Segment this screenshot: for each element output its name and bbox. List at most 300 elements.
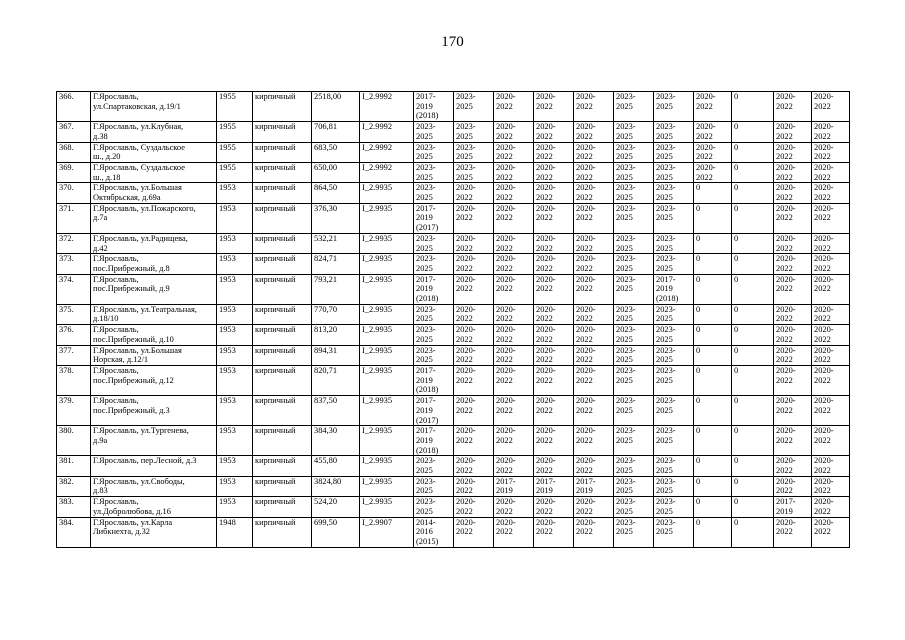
cell-series: I_2.9935	[360, 476, 414, 496]
cell-period-7: 2023- 2025	[654, 142, 694, 162]
table-row	[57, 142, 850, 162]
cell-period-11: 2020- 2022	[812, 162, 850, 182]
cell-address: Г.Ярославль, пос.Прибрежный, д.3	[91, 396, 217, 426]
page-number: 170	[441, 34, 464, 50]
cell-wall-material: кирпичный	[253, 517, 312, 547]
cell-period-10: 2020- 2022	[774, 254, 812, 274]
cell-area: 683,50	[312, 142, 360, 162]
cell-period-1: 2017- 2019 (2017)	[414, 396, 454, 426]
cell-period-8: 0	[694, 396, 732, 426]
cell-period-11: 2020- 2022	[812, 497, 850, 517]
cell-row-number: 366.	[57, 92, 91, 122]
cell-period-10: 2020- 2022	[774, 274, 812, 304]
cell-period-9: 0	[732, 203, 774, 233]
housing-register-table	[56, 91, 850, 548]
cell-period-2: 2020- 2022	[454, 325, 494, 345]
cell-period-8: 0	[694, 325, 732, 345]
cell-period-6: 2023- 2025	[614, 304, 654, 324]
cell-wall-material: кирпичный	[253, 274, 312, 304]
cell-area: 793,21	[312, 274, 360, 304]
cell-period-2: 2023- 2025	[454, 142, 494, 162]
cell-period-1: 2023- 2025	[414, 122, 454, 142]
cell-period-4: 2020- 2022	[534, 122, 574, 142]
cell-area: 384,30	[312, 426, 360, 456]
cell-period-10: 2020- 2022	[774, 426, 812, 456]
cell-area: 376,30	[312, 203, 360, 233]
cell-period-2: 2020- 2022	[454, 365, 494, 395]
cell-row-number: 381.	[57, 456, 91, 476]
table-row	[57, 92, 850, 122]
cell-build-year: 1955	[217, 122, 253, 142]
cell-wall-material: кирпичный	[253, 203, 312, 233]
cell-period-5: 2020- 2022	[574, 233, 614, 253]
cell-address: Г.Ярославль, пос.Прибрежный, д.8	[91, 254, 217, 274]
table-row	[57, 426, 850, 456]
cell-build-year: 1953	[217, 203, 253, 233]
cell-period-10: 2020- 2022	[774, 345, 812, 365]
cell-period-4: 2017- 2019	[534, 476, 574, 496]
cell-period-6: 2023- 2025	[614, 233, 654, 253]
cell-period-8: 0	[694, 274, 732, 304]
cell-period-3: 2020- 2022	[494, 92, 534, 122]
cell-period-5: 2020- 2022	[574, 254, 614, 274]
cell-area: 699,50	[312, 517, 360, 547]
cell-period-9: 0	[732, 142, 774, 162]
cell-period-1: 2017- 2019 (2017)	[414, 203, 454, 233]
cell-period-11: 2020- 2022	[812, 92, 850, 122]
cell-period-2: 2020- 2022	[454, 254, 494, 274]
cell-period-7: 2023- 2025	[654, 345, 694, 365]
table-row	[57, 325, 850, 345]
cell-period-7: 2023- 2025	[654, 233, 694, 253]
cell-period-9: 0	[732, 517, 774, 547]
cell-build-year: 1953	[217, 345, 253, 365]
cell-period-11: 2020- 2022	[812, 345, 850, 365]
cell-period-7: 2023- 2025	[654, 304, 694, 324]
cell-period-11: 2020- 2022	[812, 476, 850, 496]
cell-area: 824,71	[312, 254, 360, 274]
cell-period-11: 2020- 2022	[812, 426, 850, 456]
cell-period-2: 2020- 2022	[454, 274, 494, 304]
cell-period-10: 2017- 2019	[774, 497, 812, 517]
cell-period-6: 2023- 2025	[614, 365, 654, 395]
cell-period-6: 2023- 2025	[614, 183, 654, 203]
cell-area: 3824,80	[312, 476, 360, 496]
cell-period-4: 2020- 2022	[534, 92, 574, 122]
cell-period-11: 2020- 2022	[812, 517, 850, 547]
cell-period-10: 2020- 2022	[774, 325, 812, 345]
cell-address: Г.Ярославль, ул.Тургенева, д.9а	[91, 426, 217, 456]
cell-area: 770,70	[312, 304, 360, 324]
cell-row-number: 367.	[57, 122, 91, 142]
cell-build-year: 1953	[217, 456, 253, 476]
cell-period-5: 2020- 2022	[574, 162, 614, 182]
table-row	[57, 517, 850, 547]
cell-period-8: 2020- 2022	[694, 122, 732, 142]
cell-period-8: 0	[694, 365, 732, 395]
cell-period-9: 0	[732, 92, 774, 122]
cell-period-8: 0	[694, 183, 732, 203]
cell-period-10: 2020- 2022	[774, 92, 812, 122]
cell-period-1: 2017- 2019 (2018)	[414, 426, 454, 456]
cell-period-11: 2020- 2022	[812, 456, 850, 476]
cell-build-year: 1953	[217, 183, 253, 203]
cell-period-4: 2020- 2022	[534, 396, 574, 426]
cell-period-1: 2017- 2019 (2018)	[414, 365, 454, 395]
cell-wall-material: кирпичный	[253, 304, 312, 324]
cell-address: Г.Ярославль, ул.Добролюбова, д.16	[91, 497, 217, 517]
cell-area: 837,50	[312, 396, 360, 426]
cell-wall-material: кирпичный	[253, 497, 312, 517]
cell-period-9: 0	[732, 345, 774, 365]
cell-period-9: 0	[732, 456, 774, 476]
cell-series: I_2.9935	[360, 456, 414, 476]
cell-period-1: 2023- 2025	[414, 456, 454, 476]
cell-period-5: 2020- 2022	[574, 304, 614, 324]
table-row	[57, 345, 850, 365]
cell-period-7: 2023- 2025	[654, 325, 694, 345]
cell-address: Г.Ярославль, пос.Прибрежный, д.9	[91, 274, 217, 304]
cell-period-3: 2020- 2022	[494, 456, 534, 476]
table-row	[57, 274, 850, 304]
table-row	[57, 497, 850, 517]
cell-period-5: 2020- 2022	[574, 92, 614, 122]
cell-period-9: 0	[732, 304, 774, 324]
cell-row-number: 374.	[57, 274, 91, 304]
cell-period-2: 2020- 2022	[454, 396, 494, 426]
cell-period-9: 0	[732, 233, 774, 253]
cell-address: Г.Ярославль, ул.Театральная, д.18/10	[91, 304, 217, 324]
cell-period-1: 2023- 2025	[414, 233, 454, 253]
cell-period-4: 2020- 2022	[534, 365, 574, 395]
cell-series: I_2.9935	[360, 233, 414, 253]
cell-period-8: 0	[694, 233, 732, 253]
cell-series: I_2.9992	[360, 122, 414, 142]
cell-period-2: 2020- 2022	[454, 345, 494, 365]
cell-address: Г.Ярославль, пер.Лесной, д.3	[91, 456, 217, 476]
cell-period-7: 2023- 2025	[654, 456, 694, 476]
cell-area: 524,20	[312, 497, 360, 517]
cell-period-9: 0	[732, 497, 774, 517]
cell-series: I_2.9935	[360, 325, 414, 345]
table-row	[57, 203, 850, 233]
cell-period-6: 2023- 2025	[614, 203, 654, 233]
cell-period-5: 2020- 2022	[574, 203, 614, 233]
cell-period-4: 2020- 2022	[534, 456, 574, 476]
cell-period-5: 2020- 2022	[574, 426, 614, 456]
cell-period-3: 2020- 2022	[494, 304, 534, 324]
cell-period-4: 2020- 2022	[534, 345, 574, 365]
cell-period-1: 2017- 2019 (2018)	[414, 92, 454, 122]
cell-area: 532,21	[312, 233, 360, 253]
cell-period-11: 2020- 2022	[812, 254, 850, 274]
cell-area: 864,50	[312, 183, 360, 203]
cell-period-9: 0	[732, 254, 774, 274]
cell-period-8: 0	[694, 497, 732, 517]
cell-period-3: 2020- 2022	[494, 396, 534, 426]
cell-period-9: 0	[732, 122, 774, 142]
cell-build-year: 1953	[217, 426, 253, 456]
cell-period-4: 2020- 2022	[534, 304, 574, 324]
cell-period-2: 2020- 2022	[454, 517, 494, 547]
cell-period-1: 2023- 2025	[414, 254, 454, 274]
cell-period-3: 2020- 2022	[494, 122, 534, 142]
table-row	[57, 476, 850, 496]
cell-period-10: 2020- 2022	[774, 396, 812, 426]
cell-period-11: 2020- 2022	[812, 233, 850, 253]
cell-period-3: 2020- 2022	[494, 497, 534, 517]
cell-period-2: 2020- 2022	[454, 183, 494, 203]
cell-period-4: 2020- 2022	[534, 497, 574, 517]
cell-period-10: 2020- 2022	[774, 476, 812, 496]
cell-period-8: 0	[694, 426, 732, 456]
cell-period-4: 2020- 2022	[534, 517, 574, 547]
cell-period-5: 2020- 2022	[574, 274, 614, 304]
cell-period-1: 2023- 2025	[414, 142, 454, 162]
cell-address: Г.Ярославль, ул.Свободы, д.83	[91, 476, 217, 496]
cell-period-2: 2023- 2025	[454, 92, 494, 122]
cell-period-9: 0	[732, 183, 774, 203]
cell-period-5: 2020- 2022	[574, 345, 614, 365]
cell-address: Г.Ярославль, пос.Прибрежный, д.12	[91, 365, 217, 395]
cell-address: Г.Ярославль, ул.Спартаковская, д.19/1	[91, 92, 217, 122]
cell-period-11: 2020- 2022	[812, 274, 850, 304]
cell-period-2: 2020- 2022	[454, 203, 494, 233]
cell-period-1: 2023- 2025	[414, 183, 454, 203]
cell-address: Г.Ярославль, Суздальское ш., д.18	[91, 162, 217, 182]
cell-wall-material: кирпичный	[253, 122, 312, 142]
cell-period-10: 2020- 2022	[774, 365, 812, 395]
cell-period-11: 2020- 2022	[812, 142, 850, 162]
cell-period-6: 2023- 2025	[614, 345, 654, 365]
cell-address: Г.Ярославль, ул.Большая Норская, д.12/1	[91, 345, 217, 365]
cell-period-10: 2020- 2022	[774, 304, 812, 324]
cell-period-7: 2023- 2025	[654, 162, 694, 182]
cell-area: 650,00	[312, 162, 360, 182]
cell-period-2: 2020- 2022	[454, 304, 494, 324]
cell-period-2: 2020- 2022	[454, 497, 494, 517]
table-row	[57, 254, 850, 274]
cell-row-number: 383.	[57, 497, 91, 517]
cell-period-10: 2020- 2022	[774, 122, 812, 142]
cell-row-number: 384.	[57, 517, 91, 547]
cell-period-9: 0	[732, 162, 774, 182]
cell-period-9: 0	[732, 325, 774, 345]
cell-address: Г.Ярославль, ул.Клубная, д.38	[91, 122, 217, 142]
cell-address: Г.Ярославль, пос.Прибрежный, д.10	[91, 325, 217, 345]
cell-build-year: 1953	[217, 497, 253, 517]
cell-period-7: 2023- 2025	[654, 396, 694, 426]
cell-period-3: 2020- 2022	[494, 274, 534, 304]
cell-period-1: 2023- 2025	[414, 476, 454, 496]
cell-row-number: 378.	[57, 365, 91, 395]
cell-period-2: 2020- 2022	[454, 476, 494, 496]
cell-period-3: 2020- 2022	[494, 426, 534, 456]
cell-period-3: 2020- 2022	[494, 365, 534, 395]
cell-address: Г.Ярославль, ул.Пожарского, д.7а	[91, 203, 217, 233]
cell-period-6: 2023- 2025	[614, 254, 654, 274]
cell-period-7: 2023- 2025	[654, 497, 694, 517]
cell-build-year: 1953	[217, 325, 253, 345]
cell-period-8: 0	[694, 476, 732, 496]
cell-period-4: 2020- 2022	[534, 142, 574, 162]
cell-period-3: 2020- 2022	[494, 325, 534, 345]
cell-area: 813,20	[312, 325, 360, 345]
cell-build-year: 1953	[217, 233, 253, 253]
cell-wall-material: кирпичный	[253, 426, 312, 456]
cell-row-number: 380.	[57, 426, 91, 456]
cell-area: 2518,00	[312, 92, 360, 122]
cell-address: Г.Ярославль, ул.Карла Либкнехта, д.32	[91, 517, 217, 547]
table-row	[57, 162, 850, 182]
cell-wall-material: кирпичный	[253, 92, 312, 122]
cell-area: 894,31	[312, 345, 360, 365]
table-row	[57, 183, 850, 203]
cell-series: I_2.9935	[360, 183, 414, 203]
cell-period-8: 2020- 2022	[694, 162, 732, 182]
cell-series: I_2.9935	[360, 254, 414, 274]
cell-period-2: 2020- 2022	[454, 456, 494, 476]
cell-period-3: 2020- 2022	[494, 162, 534, 182]
cell-build-year: 1953	[217, 365, 253, 395]
cell-row-number: 373.	[57, 254, 91, 274]
cell-series: I_2.9935	[360, 345, 414, 365]
cell-period-6: 2023- 2025	[614, 476, 654, 496]
cell-period-7: 2017- 2019 (2018)	[654, 274, 694, 304]
cell-period-11: 2020- 2022	[812, 325, 850, 345]
cell-period-5: 2020- 2022	[574, 497, 614, 517]
cell-period-11: 2020- 2022	[812, 365, 850, 395]
cell-period-10: 2020- 2022	[774, 233, 812, 253]
cell-period-8: 0	[694, 345, 732, 365]
cell-wall-material: кирпичный	[253, 365, 312, 395]
cell-address: Г.Ярославль, ул.Радищева, д.42	[91, 233, 217, 253]
cell-period-4: 2020- 2022	[534, 325, 574, 345]
cell-row-number: 375.	[57, 304, 91, 324]
cell-wall-material: кирпичный	[253, 233, 312, 253]
cell-period-8: 2020- 2022	[694, 142, 732, 162]
cell-period-4: 2020- 2022	[534, 274, 574, 304]
cell-build-year: 1953	[217, 396, 253, 426]
cell-build-year: 1953	[217, 476, 253, 496]
cell-period-11: 2020- 2022	[812, 396, 850, 426]
cell-series: I_2.9935	[360, 497, 414, 517]
cell-period-1: 2023- 2025	[414, 304, 454, 324]
cell-row-number: 371.	[57, 203, 91, 233]
cell-period-4: 2020- 2022	[534, 203, 574, 233]
cell-period-5: 2020- 2022	[574, 122, 614, 142]
cell-series: I_2.9935	[360, 396, 414, 426]
cell-period-6: 2023- 2025	[614, 122, 654, 142]
table-row	[57, 396, 850, 426]
cell-series: I_2.9935	[360, 426, 414, 456]
cell-period-10: 2020- 2022	[774, 203, 812, 233]
cell-wall-material: кирпичный	[253, 162, 312, 182]
cell-series: I_2.9992	[360, 92, 414, 122]
cell-row-number: 376.	[57, 325, 91, 345]
cell-period-9: 0	[732, 396, 774, 426]
cell-series: I_2.9935	[360, 203, 414, 233]
cell-period-3: 2020- 2022	[494, 233, 534, 253]
cell-period-10: 2020- 2022	[774, 456, 812, 476]
cell-period-4: 2020- 2022	[534, 233, 574, 253]
cell-period-8: 0	[694, 517, 732, 547]
cell-build-year: 1955	[217, 162, 253, 182]
cell-period-8: 0	[694, 456, 732, 476]
table-row	[57, 233, 850, 253]
cell-period-5: 2020- 2022	[574, 456, 614, 476]
cell-row-number: 377.	[57, 345, 91, 365]
cell-period-3: 2020- 2022	[494, 203, 534, 233]
cell-period-5: 2020- 2022	[574, 183, 614, 203]
cell-period-11: 2020- 2022	[812, 304, 850, 324]
cell-period-10: 2020- 2022	[774, 162, 812, 182]
cell-period-11: 2020- 2022	[812, 122, 850, 142]
cell-period-6: 2023- 2025	[614, 456, 654, 476]
cell-series: I_2.9907	[360, 517, 414, 547]
cell-period-7: 2023- 2025	[654, 426, 694, 456]
cell-period-7: 2023- 2025	[654, 365, 694, 395]
cell-period-10: 2020- 2022	[774, 183, 812, 203]
cell-wall-material: кирпичный	[253, 476, 312, 496]
cell-period-2: 2023- 2025	[454, 162, 494, 182]
cell-area: 706,81	[312, 122, 360, 142]
cell-period-1: 2023- 2025	[414, 162, 454, 182]
cell-period-6: 2023- 2025	[614, 497, 654, 517]
cell-period-8: 2020- 2022	[694, 92, 732, 122]
cell-series: I_2.9935	[360, 274, 414, 304]
cell-wall-material: кирпичный	[253, 142, 312, 162]
cell-period-3: 2017- 2019	[494, 476, 534, 496]
cell-period-9: 0	[732, 365, 774, 395]
cell-period-1: 2023- 2025	[414, 325, 454, 345]
cell-period-11: 2020- 2022	[812, 183, 850, 203]
cell-period-6: 2023- 2025	[614, 325, 654, 345]
cell-row-number: 379.	[57, 396, 91, 426]
cell-period-8: 0	[694, 254, 732, 274]
table-row	[57, 304, 850, 324]
cell-period-7: 2023- 2025	[654, 203, 694, 233]
cell-period-6: 2023- 2025	[614, 426, 654, 456]
cell-wall-material: кирпичный	[253, 254, 312, 274]
cell-period-4: 2020- 2022	[534, 254, 574, 274]
cell-period-9: 0	[732, 476, 774, 496]
cell-period-9: 0	[732, 426, 774, 456]
cell-period-9: 0	[732, 274, 774, 304]
cell-period-7: 2023- 2025	[654, 476, 694, 496]
cell-period-6: 2023- 2025	[614, 517, 654, 547]
cell-series: I_2.9935	[360, 304, 414, 324]
cell-build-year: 1953	[217, 304, 253, 324]
cell-wall-material: кирпичный	[253, 456, 312, 476]
cell-period-7: 2023- 2025	[654, 92, 694, 122]
cell-area: 455,80	[312, 456, 360, 476]
cell-period-4: 2020- 2022	[534, 183, 574, 203]
cell-period-6: 2023- 2025	[614, 274, 654, 304]
cell-period-4: 2020- 2022	[534, 426, 574, 456]
cell-build-year: 1948	[217, 517, 253, 547]
cell-series: I_2.9992	[360, 162, 414, 182]
cell-period-5: 2020- 2022	[574, 396, 614, 426]
cell-period-7: 2023- 2025	[654, 517, 694, 547]
cell-wall-material: кирпичный	[253, 325, 312, 345]
cell-address: Г.Ярославль, Суздальское ш., д.20	[91, 142, 217, 162]
cell-period-2: 2020- 2022	[454, 233, 494, 253]
cell-row-number: 368.	[57, 142, 91, 162]
cell-period-6: 2023- 2025	[614, 162, 654, 182]
cell-period-5: 2017- 2019	[574, 476, 614, 496]
table-row	[57, 365, 850, 395]
